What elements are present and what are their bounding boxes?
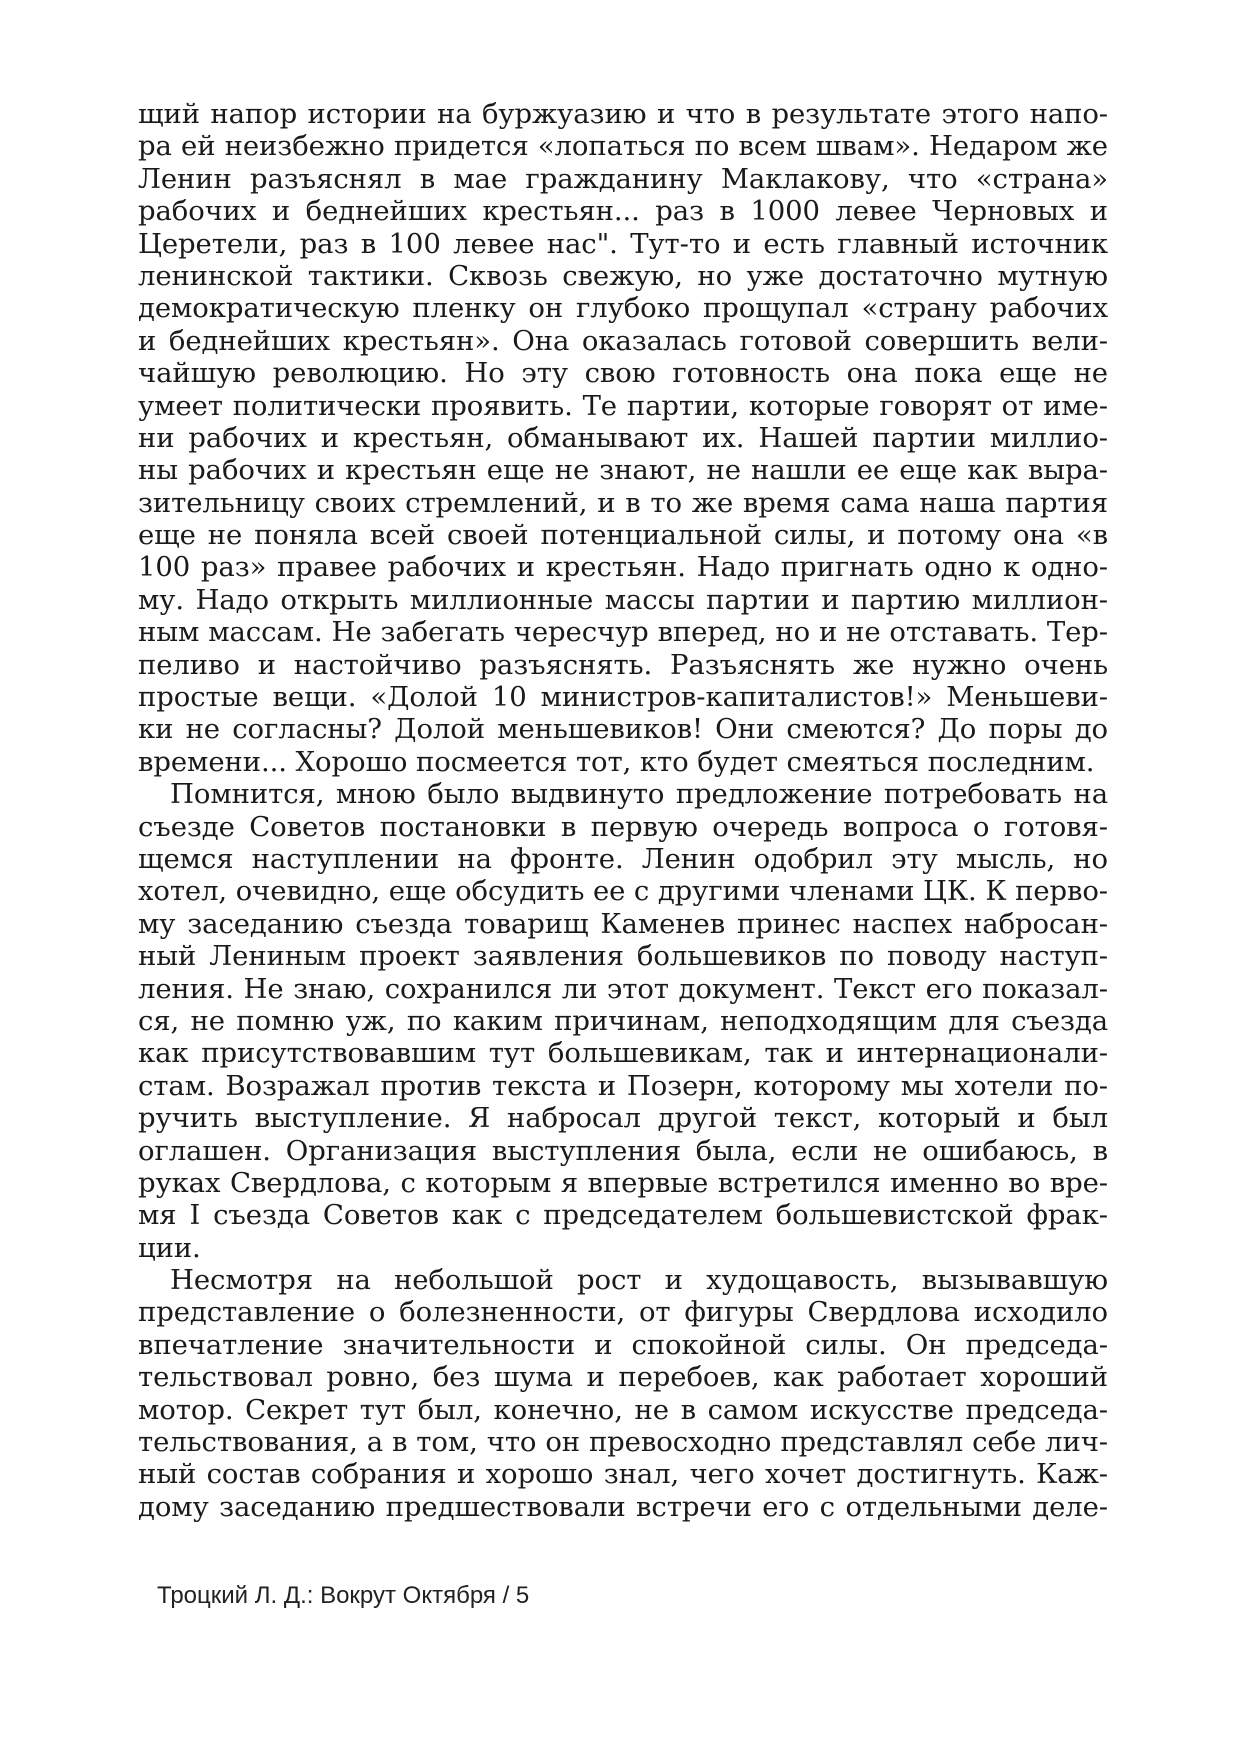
text-line: щемся наступлении на фронте. Ленин одобрил эту мысль, но	[138, 842, 1108, 875]
text-line: Несмотря на небольшой рост и худощавость, вызывавшую	[170, 1264, 1108, 1297]
text-line: ки не согласны? Долой меньшевиков! Они смеются? До поры до	[138, 713, 1108, 746]
text-line: ра ей неизбежно придется «лопаться по всем швам». Недаром же	[138, 130, 1108, 163]
text-line: ции.	[138, 1231, 201, 1264]
text-line: времени... Хорошо посмеется тот, кто будет смеяться последним.	[138, 745, 1095, 778]
text-line: и беднейших крестьян». Она оказалась готовой совершить вели-	[138, 324, 1108, 357]
text-line: щий напор истории на буржуазию и что в результате этого напо-	[138, 98, 1108, 130]
text-line: 100 раз» правее рабочих и крестьян. Надо пригнать одно к одно-	[138, 551, 1108, 584]
text-line: мя I съезда Советов как с председателем большевистской фрак-	[138, 1199, 1108, 1232]
paragraph-3	[138, 1264, 1108, 1523]
text-line: Ленин разъяснял в мае гражданину Маклакову, что «страна»	[138, 162, 1108, 195]
text-line: ный состав собрания и хорошо знал, чего хочет достигнуть. Каж-	[138, 1458, 1108, 1491]
text-line: демократическую пленку он глубоко прощупал «страну рабочих	[138, 292, 1108, 325]
text-line: умеет политически проявить. Те партии, которые говорят от име-	[138, 389, 1108, 422]
text-line: ный Лениным проект заявления большевиков по поводу наступ-	[138, 940, 1108, 973]
text-line: как присутствовавшим тут большевикам, так и интернационали-	[138, 1037, 1108, 1070]
text-line: Помнится, мною было выдвинуто предложение потребовать на	[170, 778, 1108, 811]
text-line: ни рабочих и крестьян, обманывают их. Нашей партии миллио-	[138, 421, 1108, 454]
text-line: тельствовал ровно, без шума и перебоев, как работает хороший	[138, 1361, 1108, 1394]
text-line: хотел, очевидно, еще обсудить ее с другими членами ЦК. К перво-	[138, 875, 1108, 908]
text-line: ны рабочих и крестьян еще не знают, не нашли ее еще как выра-	[138, 454, 1108, 487]
text-line: тельствования, а в том, что он превосходно представлял себе лич-	[138, 1426, 1108, 1459]
text-line: чайшую революцию. Но эту свою готовность она пока еще не	[138, 357, 1108, 390]
text-line: мотор. Секрет тут был, конечно, не в самом искусстве председа-	[138, 1393, 1108, 1426]
text-line: ленинской тактики. Сквозь свежую, но уже достаточно мутную	[138, 259, 1108, 292]
text-line: еще не поняла всей своей потенциальной силы, и потому она «в	[138, 519, 1108, 552]
text-line: оглашен. Организация выступления была, если не ошибаюсь, в	[138, 1134, 1108, 1167]
paragraph-1	[138, 98, 1108, 778]
text-line: ся, не помню уж, по каким причинам, неподходящим для съезда	[138, 1004, 1108, 1037]
text-line: стам. Возражал против текста и Позерн, которому мы хотели по-	[138, 1069, 1108, 1102]
text-line: му. Надо открыть миллионные массы партии и партию миллион-	[138, 583, 1108, 616]
text-line: дому заседанию предшествовали встречи его с отдельными деле-	[138, 1490, 1108, 1523]
text-line: му заседанию съезда товарищ Каменев принес наспех набросан-	[138, 907, 1108, 940]
text-line: ным массам. Не забегать чересчур вперед, но и не отставать. Тер-	[138, 616, 1108, 649]
text-line: Церетели, раз в 100 левее нас". Тут-то и есть главный источник	[138, 227, 1108, 260]
text-line: руках Свердлова, с которым я впервые встретился именно во вре-	[138, 1166, 1108, 1199]
text-line: съезде Советов постановки в первую очередь вопроса о готовя-	[138, 810, 1108, 843]
text-line: рабочих и беднейших крестьян... раз в 1000 левее Черновых и	[138, 195, 1108, 228]
text-line: представление о болезненности, от фигуры Свердлова исходило	[138, 1296, 1108, 1329]
body-text	[138, 98, 1108, 1523]
page-footer: Троцкий Л. Д.: Вокрут Октября / 5	[157, 1582, 530, 1609]
text-line: ления. Не знаю, сохранился ли этот документ. Текст его показал-	[138, 972, 1108, 1005]
paragraph-2	[138, 778, 1108, 1264]
text-line: ручить выступление. Я набросал другой текст, который и был	[138, 1102, 1108, 1135]
text-line: пеливо и настойчиво разъяснять. Разъяснять же нужно очень	[138, 648, 1108, 681]
text-line: простые вещи. «Долой 10 министров-капиталистов!» Меньшеви-	[138, 681, 1108, 714]
text-line: впечатление значительности и спокойной силы. Он председа-	[138, 1328, 1108, 1361]
text-line: зительницу своих стремлений, и в то же время сама наша партия	[138, 486, 1108, 519]
